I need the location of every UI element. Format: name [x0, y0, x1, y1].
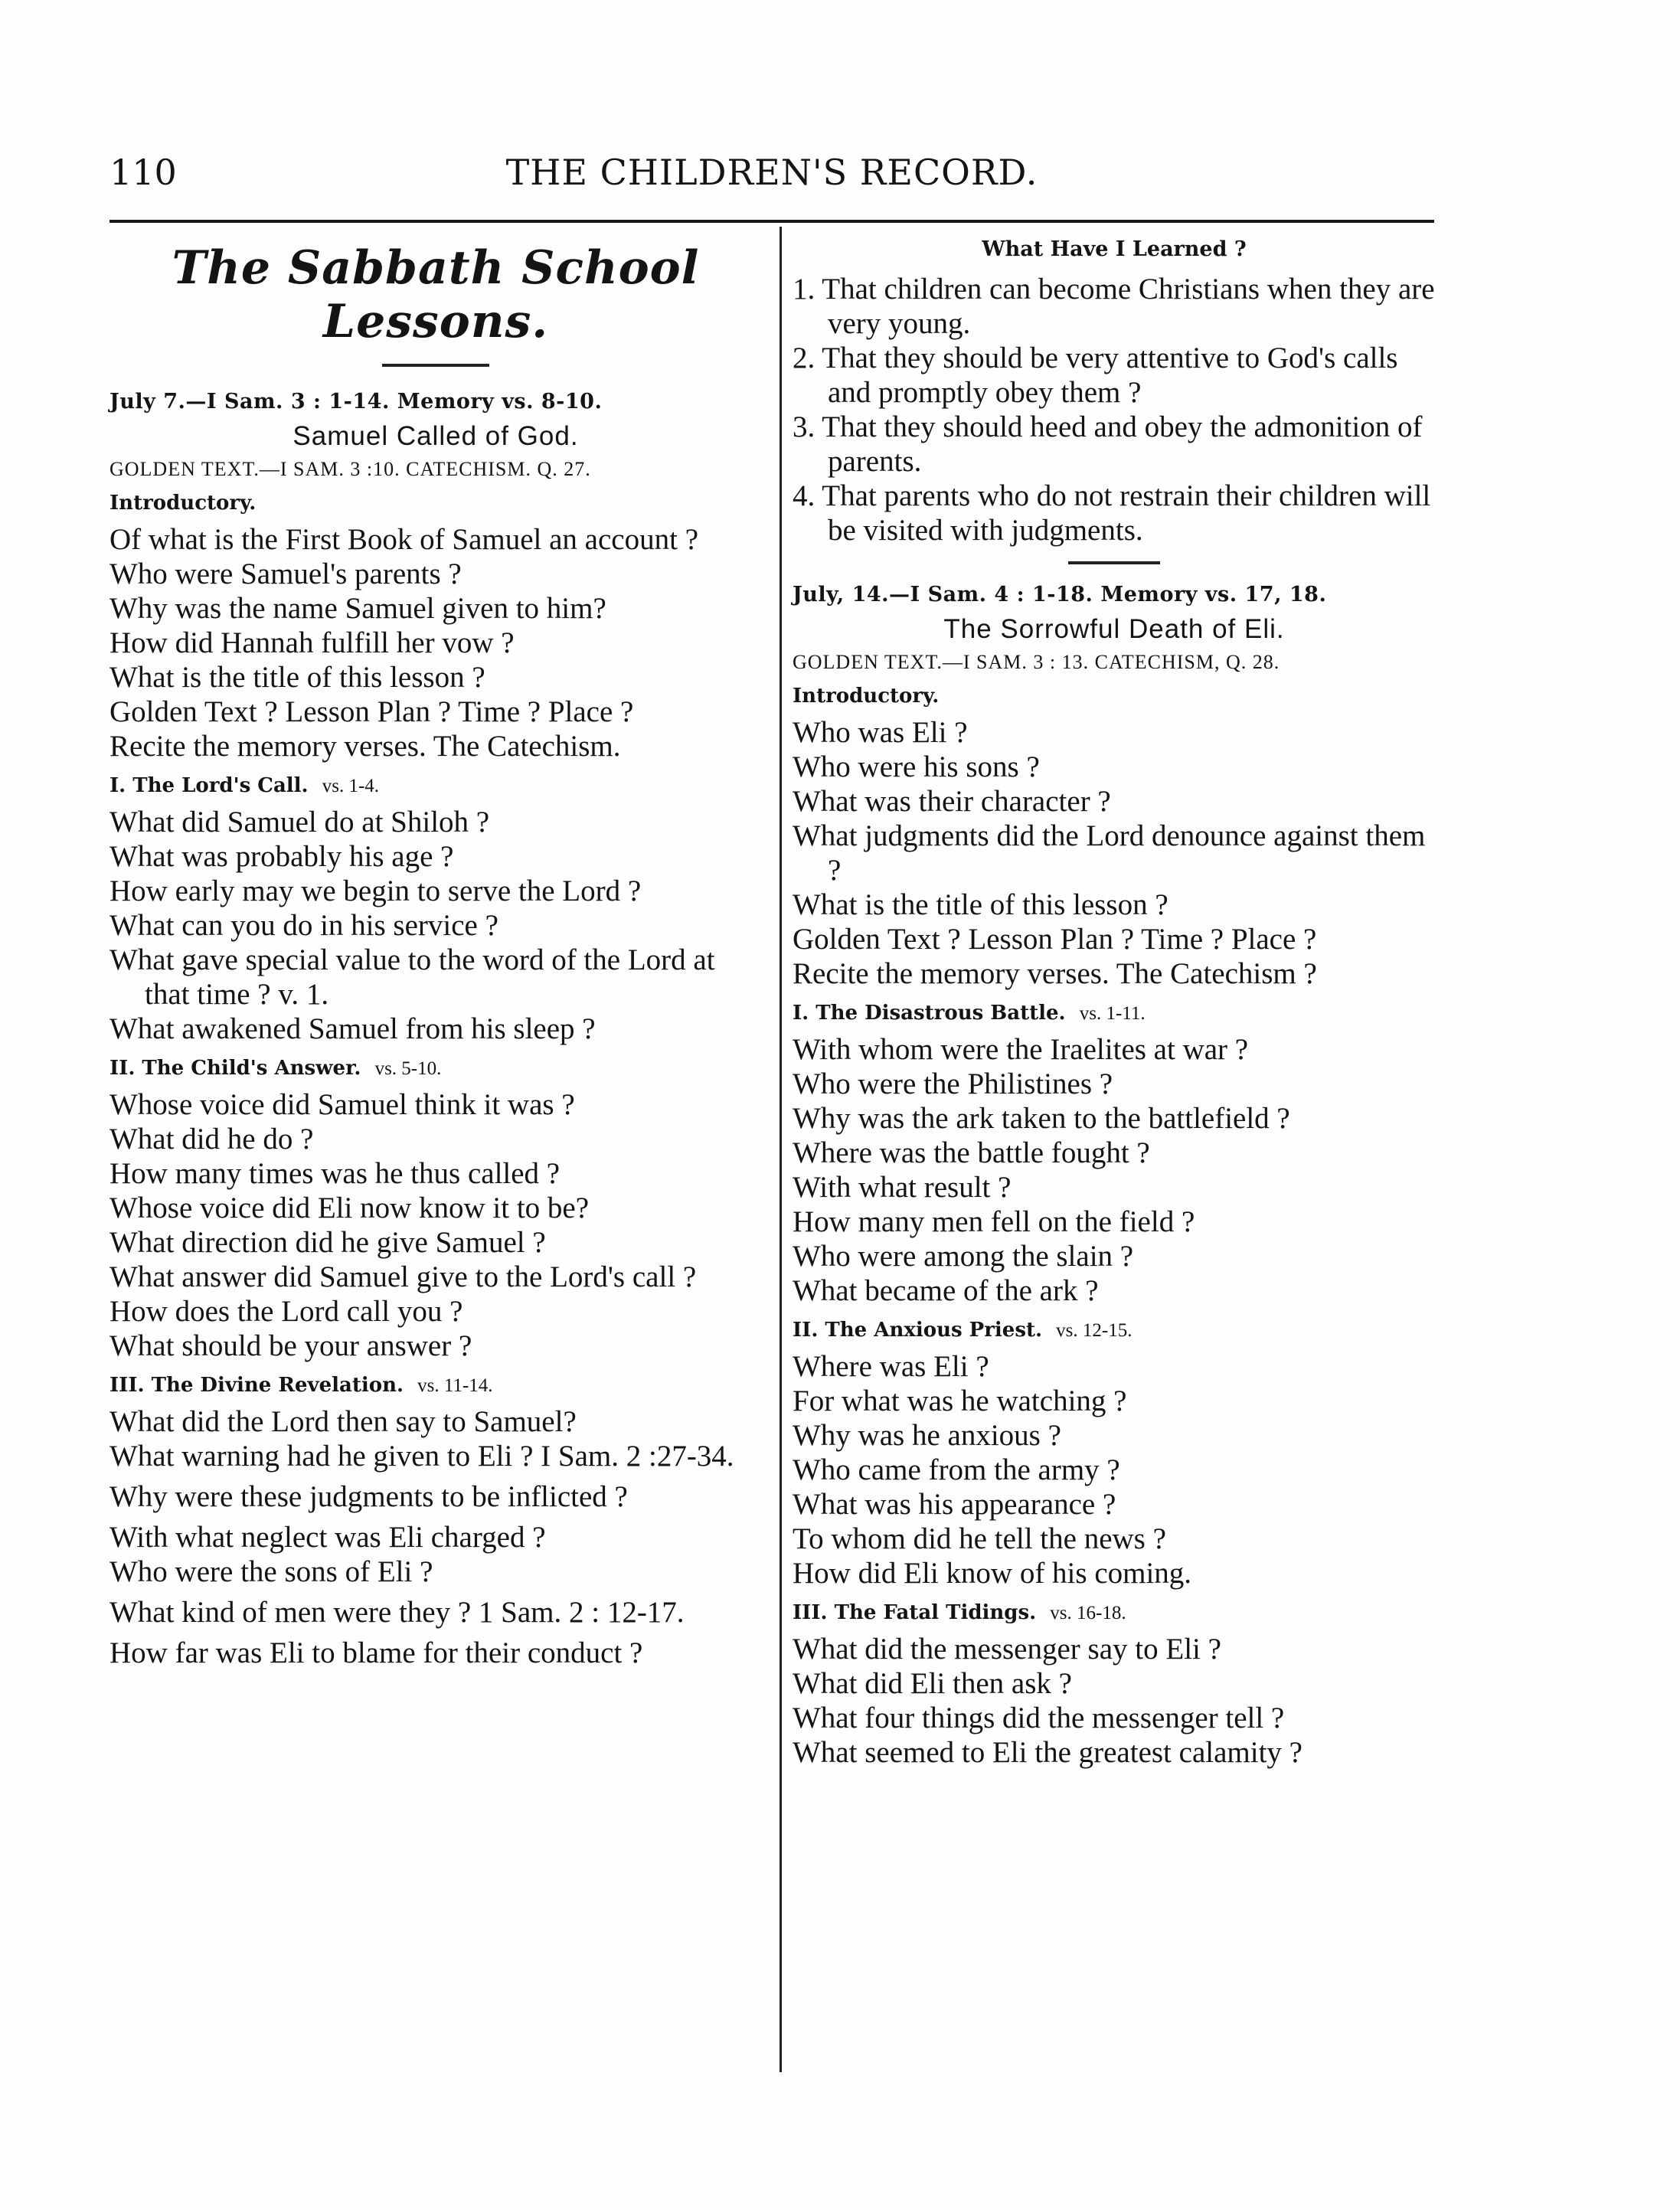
question: What is the title of this lesson ? — [109, 661, 485, 694]
section-heading-label: III. The Fatal Tidings. — [793, 1601, 1037, 1624]
question-list — [793, 1349, 1436, 1590]
question: With what neglect was Eli charged ? — [109, 1521, 546, 1554]
section-heading-label: II. The Anxious Priest. — [793, 1319, 1043, 1342]
question: For what was he watching ? — [793, 1385, 1127, 1417]
question: Recite the memory verses. The Catechism ? — [793, 957, 1317, 990]
question: Why was the ark taken to the battlefield ? — [793, 1102, 1290, 1135]
page-header — [109, 152, 1434, 205]
question: What gave special value to the word of the Lord at that time ? v. 1. — [109, 943, 715, 1011]
section-heading — [793, 1319, 1436, 1342]
introductory-heading: Introductory. — [109, 492, 257, 515]
question: What did the Lord then say to Samuel? — [109, 1405, 577, 1438]
question: What four things did the messenger tell ? — [793, 1702, 1285, 1734]
introductory-heading: Introductory. — [793, 685, 940, 708]
verse-ref: vs. 11-14. — [417, 1375, 493, 1396]
question: What kind of men were they ? 1 Sam. 2 : 12-17. — [109, 1596, 685, 1629]
question: Where was the battle fought ? — [793, 1136, 1150, 1169]
running-title: THE CHILDREN'S RECORD. — [505, 152, 1038, 193]
section-heading-label: III. The Divine Revelation. — [109, 1374, 404, 1397]
section-heading-label: I. The Disastrous Battle. — [793, 1002, 1066, 1025]
question: To whom did he tell the news ? — [793, 1522, 1166, 1555]
learned-list — [793, 272, 1436, 548]
question: What became of the ark ? — [793, 1274, 1099, 1307]
header-rule — [109, 220, 1434, 223]
question: How did Eli know of his coming. — [793, 1557, 1192, 1590]
learned-item: 2. That they should be very attentive to God's calls and promptly obey them ? — [793, 342, 1398, 409]
question: Why were these judgments to be inflicted ? — [109, 1480, 628, 1513]
section-heading — [793, 1601, 1436, 1624]
question: Golden Text ? Lesson Plan ? Time ? Place ? — [793, 923, 1317, 956]
question: With whom were the Iraelites at war ? — [793, 1033, 1249, 1066]
question: What answer did Samuel give to the Lord's call ? — [109, 1260, 697, 1293]
question-list — [793, 1632, 1436, 1770]
right-column — [793, 237, 1436, 1770]
question: With what result ? — [793, 1171, 1012, 1204]
learned-item: 1. That children can become Christians when they are very young. — [793, 273, 1435, 340]
question: Who were his sons ? — [793, 750, 1040, 783]
question: Who was Eli ? — [793, 716, 968, 749]
question: Of what is the First Book of Samuel an account ? — [109, 523, 699, 556]
question-list — [793, 1032, 1436, 1308]
section-heading — [793, 1002, 1436, 1025]
question: How did Hannah fulfill her vow ? — [109, 626, 515, 659]
question: Who came from the army ? — [793, 1453, 1120, 1486]
question: What direction did he give Samuel ? — [109, 1226, 546, 1259]
question: Where was Eli ? — [793, 1350, 989, 1383]
question: Whose voice did Eli now know it to be? — [109, 1192, 590, 1224]
question: Who were the sons of Eli ? — [109, 1555, 433, 1588]
question: What seemed to Eli the greatest calamity ? — [793, 1736, 1302, 1769]
question: What should be your answer ? — [109, 1329, 472, 1362]
lesson-subtitle: The Sorrowful Death of Eli. — [943, 614, 1285, 644]
question: Whose voice did Samuel think it was ? — [109, 1088, 575, 1121]
question: What was their character ? — [793, 785, 1111, 818]
lesson-separator — [1068, 561, 1160, 564]
question: Who were Samuel's parents ? — [109, 557, 462, 590]
question: What did the messenger say to Eli ? — [793, 1633, 1221, 1666]
question-list — [109, 522, 762, 763]
golden-text: GOLDEN TEXT.—I SAM. 3 : 13. CATECHISM, Q. 28. — [793, 651, 1280, 673]
verse-ref: vs. 12-15. — [1056, 1320, 1133, 1341]
lesson-subtitle: Samuel Called of God. — [293, 421, 579, 451]
section-heading — [109, 774, 762, 797]
verse-ref: vs. 1-4. — [322, 776, 380, 796]
page-number: 110 — [109, 152, 177, 193]
question-list — [109, 1404, 762, 1670]
question: What did Samuel do at Shiloh ? — [109, 806, 490, 839]
question: Who were among the slain ? — [793, 1240, 1134, 1273]
question: What can you do in his service ? — [109, 909, 498, 942]
section-heading — [109, 1057, 762, 1080]
left-column — [109, 237, 762, 1670]
golden-text: GOLDEN TEXT.—I SAM. 3 :10. CATECHISM. Q. 27. — [109, 458, 591, 480]
question-list — [109, 805, 762, 1046]
lesson-heading: July, 14.—I Sam. 4 : 1-18. Memory vs. 17, 18. — [793, 583, 1327, 606]
question: What did Eli then ask ? — [793, 1667, 1072, 1700]
learned-item: 3. That they should heed and obey the admonition of parents. — [793, 410, 1423, 478]
question: What awakened Samuel from his sleep ? — [109, 1012, 596, 1045]
verse-ref: vs. 1-11. — [1079, 1003, 1146, 1024]
question: How many times was he thus called ? — [109, 1157, 561, 1190]
question: What judgments did the Lord denounce against them ? — [793, 819, 1426, 887]
question: What is the title of this lesson ? — [793, 888, 1168, 921]
question: What was probably his age ? — [109, 840, 454, 873]
question: Recite the memory verses. The Catechism. — [109, 730, 621, 763]
question: How early may we begin to serve the Lord ? — [109, 875, 642, 907]
question: Why was he anxious ? — [793, 1419, 1061, 1452]
question-list — [109, 1087, 762, 1363]
section-heading-label: II. The Child's Answer. — [109, 1057, 361, 1080]
column-divider — [780, 227, 782, 2072]
question: Golden Text ? Lesson Plan ? Time ? Place ? — [109, 695, 634, 728]
section-heading-label: I. The Lord's Call. — [109, 774, 309, 797]
question: Who were the Philistines ? — [793, 1067, 1113, 1100]
question: How does the Lord call you ? — [109, 1295, 463, 1328]
question: Why was the name Samuel given to him? — [109, 592, 606, 625]
question: What warning had he given to Eli ? I Sam. 2 :27-34. — [109, 1440, 734, 1473]
question: How far was Eli to blame for their conduct ? — [109, 1636, 643, 1669]
verse-ref: vs. 16-18. — [1050, 1603, 1126, 1623]
question: What was his appearance ? — [793, 1488, 1116, 1521]
section-heading — [109, 1374, 762, 1397]
section-title: The Sabbath School Lessons. — [172, 241, 700, 348]
title-rule — [382, 364, 489, 367]
question: How many men fell on the field ? — [793, 1205, 1195, 1238]
question-list — [793, 715, 1436, 991]
question: What did he do ? — [109, 1123, 314, 1156]
verse-ref: vs. 5-10. — [374, 1058, 442, 1079]
learned-heading: What Have I Learned ? — [982, 237, 1247, 261]
learned-item: 4. That parents who do not restrain their children will be visited with judgments. — [793, 479, 1431, 547]
lesson-heading: July 7.—I Sam. 3 : 1-14. Memory vs. 8-10. — [109, 390, 603, 414]
